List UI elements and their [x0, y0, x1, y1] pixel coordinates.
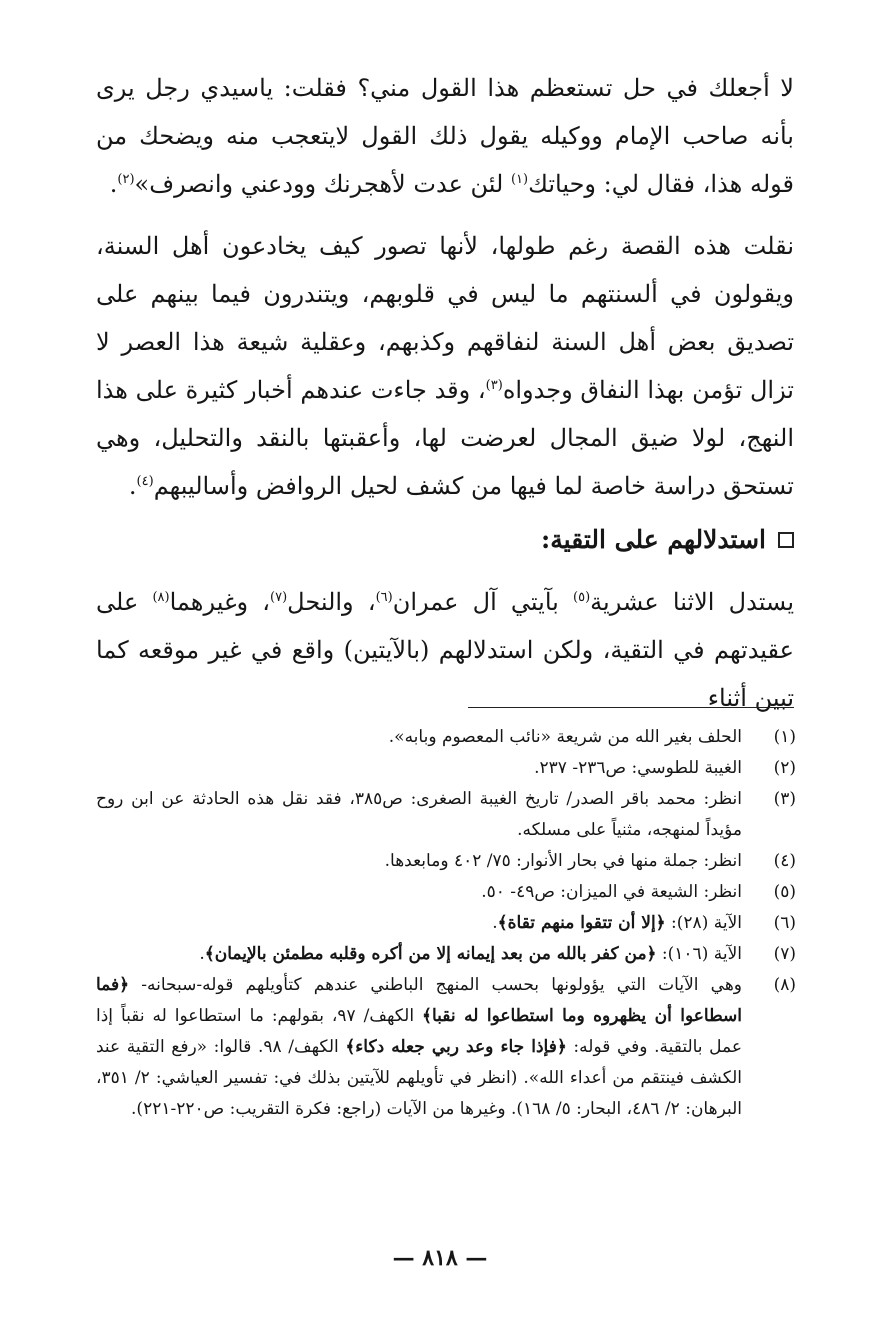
footnote-ref-5: (٥) — [573, 590, 591, 605]
footnote-ref-6: (٦) — [375, 590, 393, 605]
section-heading-text: استدلالهم على التقية: — [541, 525, 766, 554]
text-run: ، والنحل — [287, 588, 376, 616]
text-run: . — [128, 472, 137, 500]
footnote-separator — [468, 707, 794, 708]
page-number: — ٨١٨ — — [392, 1245, 488, 1271]
footnote-text — [96, 939, 742, 970]
footnote-ref-3: (٣) — [485, 378, 503, 393]
text-run: بآيتي آل عمران — [392, 588, 574, 616]
footnote-number: (٤) — [773, 851, 796, 871]
quran-verse: ﴿فما اسطاعوا أن يظهروه وما استطاعوا له نقبا﴾ — [96, 975, 742, 1026]
text-run: لا أجعلك في حل تستعظم هذا القول مني؟ فقلت: ياسيدي رجل يرى بأنه صاحب الإمام ووكيله يقول ذلك القول لايتعجب منه ويضحك من قوله هذا، فقال لي: وحياتك — [96, 74, 794, 198]
main-text — [96, 64, 794, 722]
text-run: على عقيدتهم في التقية، ولكن استدلالهم (بالآيتين) واقع في غير موقعه كما تبين أثناء — [96, 588, 794, 712]
footnote-number: (٥) — [773, 882, 796, 902]
footnote-8 — [96, 970, 796, 1125]
footnote-4 — [96, 846, 796, 877]
footnote-text: انظر: محمد باقر الصدر/ تاريخ الغيبة الصغرى: ص٣٨٥، فقد نقل هذه الحادثة عن ابن روح مؤيداً لمنهجه، مثنياً على مسلكه. — [96, 789, 742, 840]
text-run: لئن عدت لأهجرنك وودعني وانصرف» — [134, 170, 511, 198]
footnote-number: (٢) — [773, 758, 796, 778]
footnote-number: (٨) — [773, 975, 796, 995]
footnote-6 — [96, 908, 796, 939]
footnote-number: (١) — [773, 727, 796, 747]
text-run: الكهف/ ٩٧، بقولهم: ما استطاعوا له نقباً إذا عمل بالتقية. وفي قوله: — [96, 1006, 742, 1057]
footnote-number: (٣) — [773, 789, 796, 809]
text-run: ، وغيرهما — [169, 588, 271, 616]
text-run: . — [492, 913, 498, 933]
footnote-5 — [96, 877, 796, 908]
quran-verse: ﴿فإذا جاء وعد ربي جعله دكاء﴾ — [345, 1037, 567, 1057]
text-run: . — [109, 170, 118, 198]
footnote-ref-1: (١) — [510, 172, 529, 187]
checkbox-square-icon — [778, 532, 794, 548]
footnote-text: الحلف بغير الله من شريعة «نائب المعصوم وبابه». — [388, 727, 742, 747]
text-run: الآية (١٠٦): — [656, 944, 742, 964]
footnote-ref-7: (٧) — [270, 590, 288, 605]
paragraph-2 — [96, 222, 794, 510]
footnote-number: (٦) — [773, 913, 796, 933]
footnote-7 — [96, 939, 796, 970]
text-run: يستدل الاثنا عشرية — [590, 588, 795, 616]
footnote-3 — [96, 784, 796, 846]
quran-verse: ﴿إلا أن تتقوا منهم تقاة﴾ — [497, 913, 666, 933]
footnote-ref-4: (٤) — [136, 474, 154, 489]
footnotes — [96, 722, 796, 1125]
footnote-ref-8: (٨) — [152, 590, 170, 605]
text-run: . — [199, 944, 205, 964]
footnote-text — [96, 970, 742, 1125]
quran-verse: ﴿من كفر بالله من بعد إيمانه إلا من أكره وقلبه مطمئن بالإيمان﴾ — [204, 944, 657, 964]
text-run: الآية (٢٨): — [665, 913, 742, 933]
section-heading — [96, 522, 794, 558]
footnote-ref-2: (٢) — [117, 172, 135, 187]
paragraph-3 — [96, 578, 794, 722]
footnote-number: (٧) — [773, 944, 796, 964]
footnote-text — [96, 908, 742, 939]
text-run: وهي الآيات التي يؤولونها بحسب المنهج الباطني عندهم كتأويلهم قوله-سبحانه- — [129, 975, 742, 995]
footnote-text: انظر: جملة منها في بحار الأنوار: ٧٥/ ٤٠٢ ومابعدها. — [384, 851, 742, 871]
paragraph-1 — [96, 64, 794, 208]
footnote-1 — [96, 722, 796, 753]
footnote-text: انظر: الشيعة في الميزان: ص٤٩- ٥٠. — [481, 882, 742, 902]
text-run: الكهف/ ٩٨. قالوا: «رفع التقية عند الكشف فينتقم من أعداء الله». (انظر في تأويلهم للآيتين بذلك في: تفسير العياشي: ٢/ ٣٥١، البرهان: ٢/ ٤٨٦، البحار: ٥/ ١٦٨). وغيرها من الآيات (راجع: فكرة التقريب: ص٢٢٠-٢٢١). — [96, 1037, 742, 1119]
text-run: ، وقد جاءت عندهم أخبار كثيرة على هذا النهج، لولا ضيق المجال لعرضت لها، وأعقبتها بالنقد والتحليل، وهي تستحق دراسة خاصة لما فيها من كشف لحيل الروافض وأساليبهم — [96, 376, 794, 500]
footnote-2 — [96, 753, 796, 784]
text-run: نقلت هذه القصة رغم طولها، لأنها تصور كيف يخادعون أهل السنة، ويقولون في ألسنتهم ما ليس في قلوبهم، ويتندرون فيما بينهم على تصديق بعض أهل السنة لنفاقهم وكذبهم، وعقلية شيعة هذا العصر لا تزال تؤمن بهذا النفاق وجدواه — [96, 232, 794, 404]
footnote-text: الغيبة للطوسي: ص٢٣٦- ٢٣٧. — [534, 758, 742, 778]
